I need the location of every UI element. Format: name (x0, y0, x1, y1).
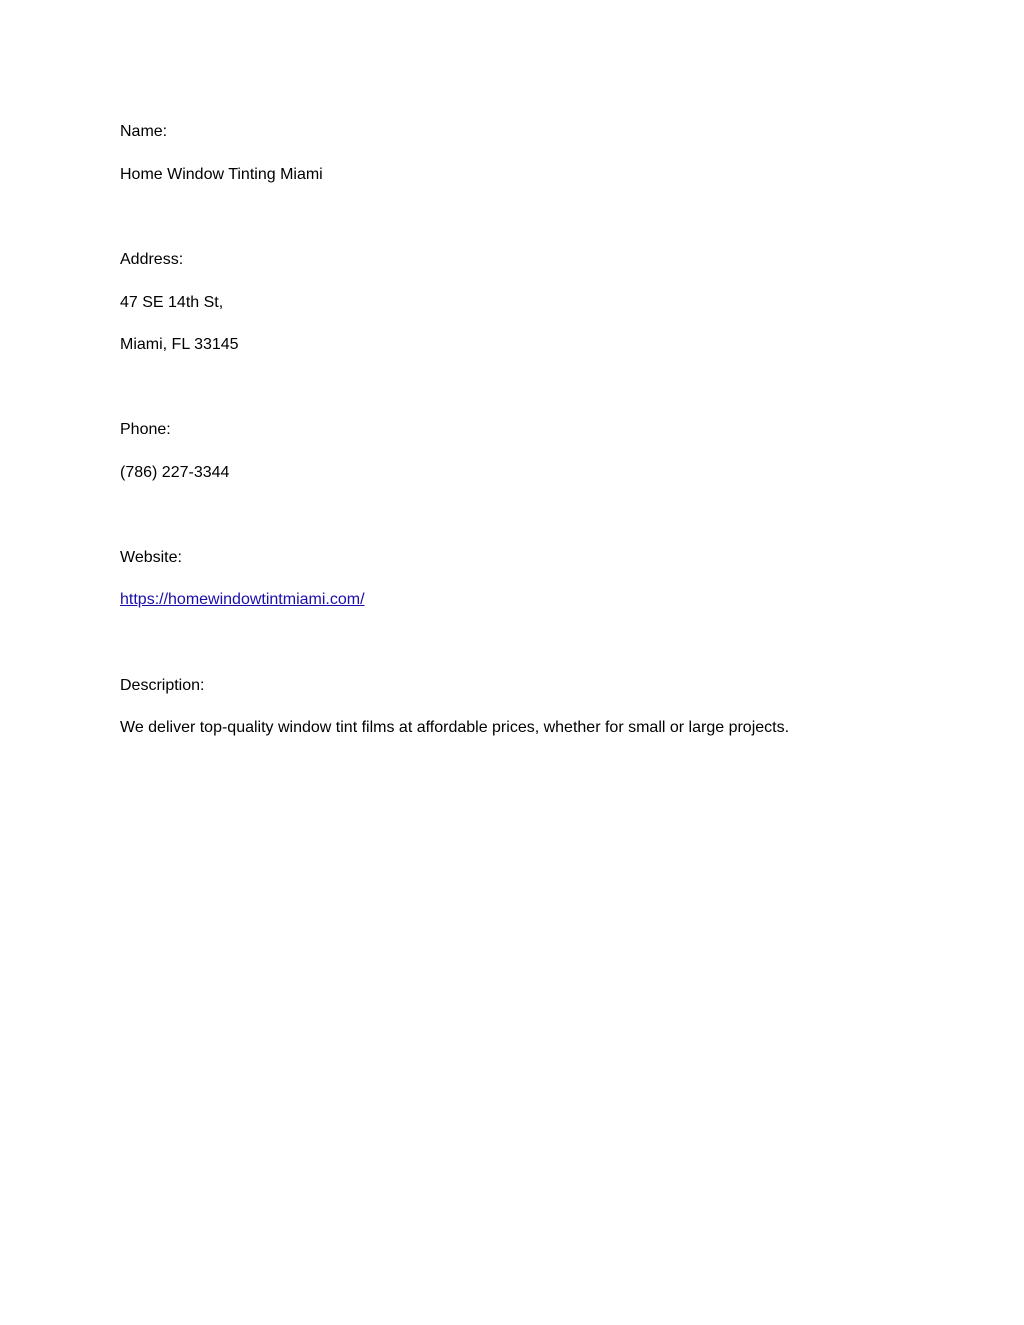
description-text: We deliver top-quality window tint films at affordable prices, whether for small or large projects. (120, 719, 790, 736)
website-label: Website: (120, 549, 182, 566)
website-link[interactable]: https://homewindowtintmiami.com/ (120, 591, 365, 608)
name-label: Name: (120, 123, 168, 140)
description-label: Description: (120, 677, 205, 694)
address-label: Address: (120, 251, 184, 268)
phone-number: (786) 227-3344 (120, 464, 230, 481)
address-line-1: 47 SE 14th St, (120, 294, 224, 311)
business-name: Home Window Tinting Miami (120, 166, 323, 183)
address-line-2: Miami, FL 33145 (120, 336, 239, 353)
phone-label: Phone: (120, 421, 171, 438)
